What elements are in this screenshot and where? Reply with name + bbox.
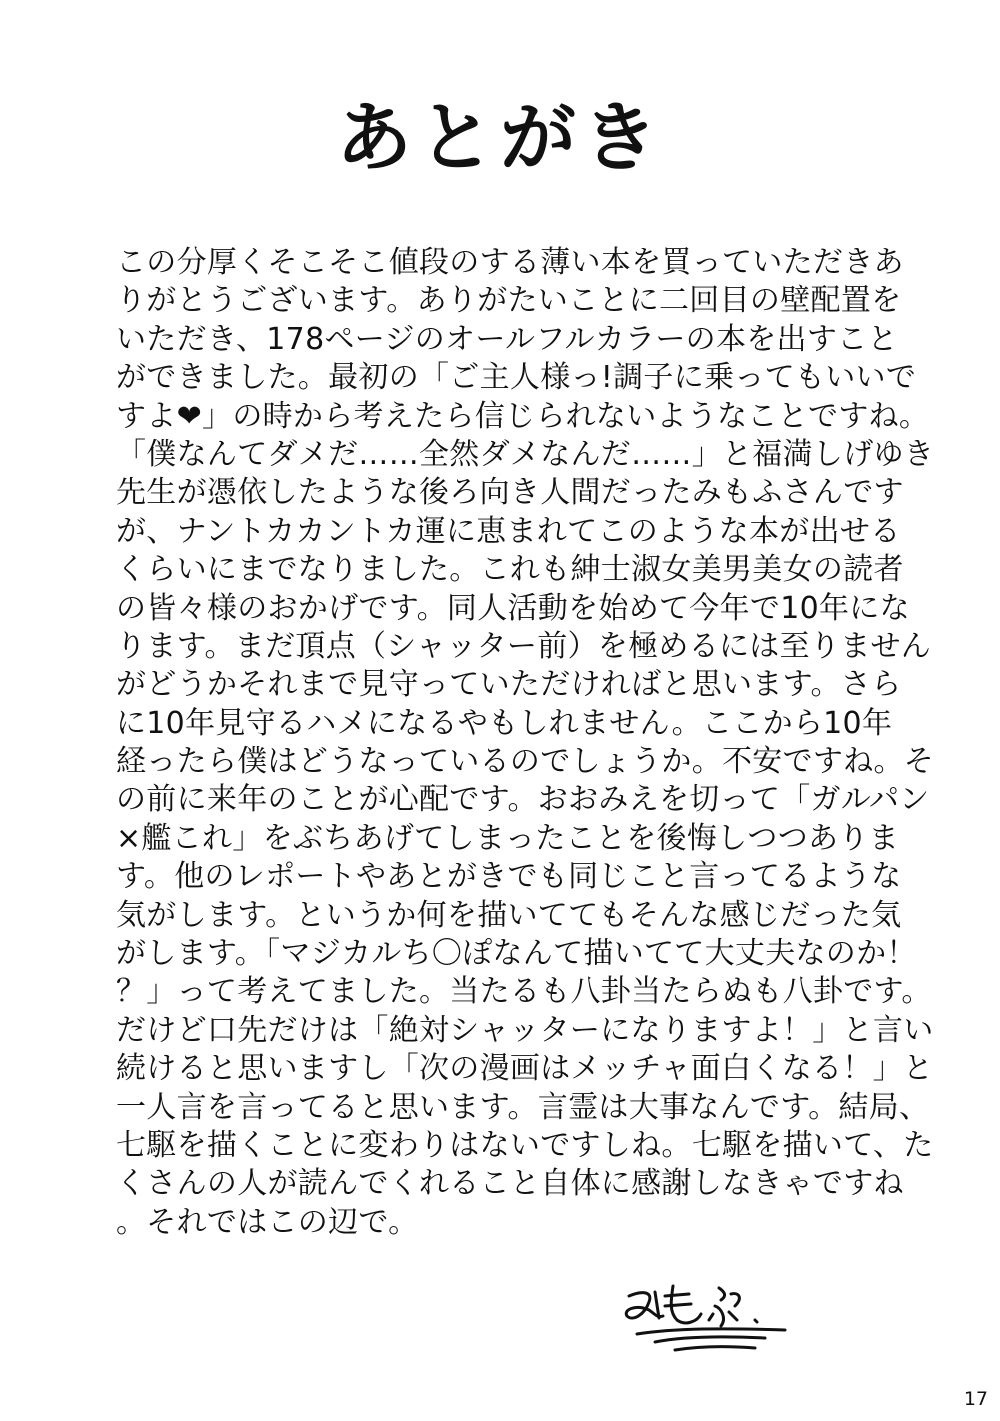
body-text-line: の皆々様のおかげです。同人活動を始めて今年で10年にな	[116, 590, 910, 626]
body-text-line: ができました。最初の「ご主人様っ!調子に乗ってもいいで	[116, 360, 917, 396]
body-text-line: この分厚くそこそこ値段のする薄い本を買っていただきあ	[116, 245, 904, 280]
afterword-body	[116, 244, 935, 1242]
body-text-line: 。それではこの辺で。	[116, 1204, 419, 1240]
body-text-line: くさんの人が読んでくれること自体に感謝しなきゃですね	[116, 1166, 904, 1202]
body-text-line: ります。まだ頂点（シャッター前）を極めるには至りません	[116, 628, 932, 664]
body-text-line: くらいにまでなりました。これも紳士淑女美男美女の読者	[116, 552, 904, 588]
body-text-line: がします。「マジカルち〇ぽなんて描いてて大丈夫なのか！	[116, 936, 917, 972]
body-text-line: 経ったら僕はどうなっているのでしょうか。不安ですね。そ	[116, 744, 935, 780]
body-text-line: ×艦これ」をぶちあげてしまったことを後悔しつつありま	[116, 820, 899, 856]
body-text-line: 「僕なんてダメだ……全然ダメなんだ……」と福満しげゆき	[116, 436, 935, 472]
body-text-line: 気がします。というか何を描いててもそんな感じだった気	[116, 897, 902, 933]
page-number: 17	[963, 1388, 988, 1410]
body-text-line: が、ナントカカントカ運に恵まれてこのような本が出せる	[116, 513, 901, 549]
body-text-line: す。他のレポートやあとがきでも同じこと言ってるような	[116, 859, 902, 895]
body-text-line: すよ❤」の時から考えたら信じられないようなことですね。	[116, 398, 930, 434]
body-text-line: の前に来年のことが心配です。おおみえを切って「ガルパン	[116, 782, 930, 818]
body-text-line: に10年見守るハメになるやもしれません。ここから10年	[116, 705, 893, 741]
body-text-line: いただき、178ページのオールフルカラーの本を出すこと	[116, 321, 898, 357]
body-text-line: 先生が憑依したような後ろ向き人間だったみもふさんです	[116, 475, 904, 511]
body-text-line: だけど口先だけは「絶対シャッターになりますよ！」と言い	[116, 1012, 934, 1048]
body-text-line: がどうかそれまで見守っていただければと思います。さら	[116, 667, 902, 703]
body-text-line: りがとうございます。ありがたいことに二回目の壁配置を	[116, 283, 902, 319]
signature-handwritten	[615, 1270, 815, 1360]
body-text-line: 続けると思いますし「次の漫画はメッチャ面白くなる！」と	[116, 1051, 934, 1087]
page-title: あとがき	[336, 93, 664, 182]
body-text-line: ？」って考えてました。当たるも八卦当たらぬも八卦です。	[116, 974, 932, 1010]
body-text-line: 七駆を描くことに変わりはないですしね。七駆を描いて、た	[116, 1127, 934, 1163]
body-text-line: 一人言を言ってると思います。言霊は大事なんです。結局、	[116, 1089, 930, 1125]
